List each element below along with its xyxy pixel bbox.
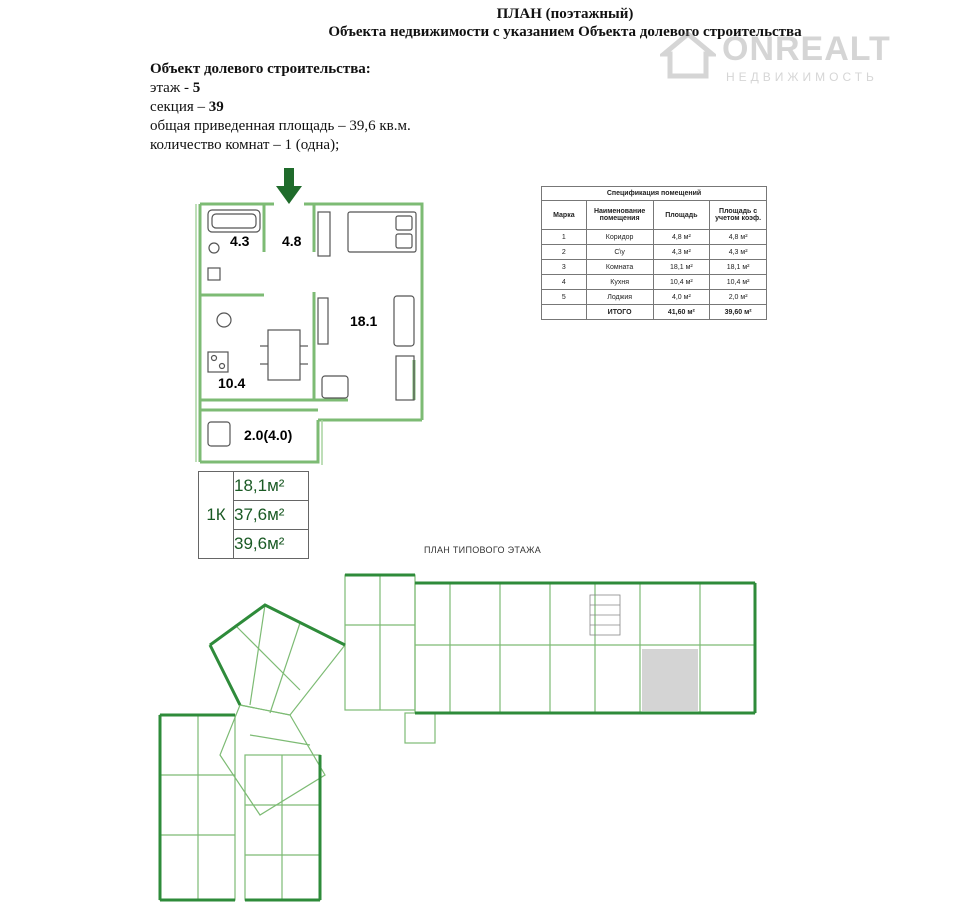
spec-cell: Лоджия [586,290,653,305]
spec-cell: 4 [542,275,587,290]
table-row [542,245,767,260]
spec-cell: Комната [586,260,653,275]
spec-col-header: Наименование помещения [586,201,653,230]
document-title: ПЛАН (поэтажный) [496,6,634,22]
table-total-row [542,305,767,320]
typical-floor-label: ПЛАН ТИПОВОГО ЭТАЖА [424,545,542,555]
spec-cell: 18,1 м² [710,260,767,275]
living-area: 18,1м² [234,476,285,495]
room-label-loggia: 2.0(4.0) [244,427,293,443]
watermark-subtext: НЕДВИЖИМОСТЬ [726,70,878,84]
spec-cell: 18,1 м² [653,260,710,275]
entrance-arrow-icon [276,168,302,204]
spec-cell: 10,4 м² [653,275,710,290]
spec-table [541,186,767,320]
room-label-room: 18.1 [350,313,378,329]
room-label-kitchen: 10.4 [218,375,246,391]
apartment-plan [190,160,440,465]
spec-col-header: Марка [542,201,587,230]
document-subtitle: Объекта недвижимости с указанием Объекта долевого строительства [328,24,802,40]
floor-line: этаж - 5 [150,80,201,96]
highlighted-apartment [642,649,698,711]
area-summary [198,471,309,559]
room-label-bathroom: 4.3 [230,233,250,249]
reduced-area: 39,6м² [234,534,285,553]
spec-cell: 4,8 м² [653,230,710,245]
watermark-logo [656,30,956,90]
section-line: секция – 39 [150,99,224,115]
rooms-line: количество комнат – 1 (одна); [150,137,340,153]
spec-cell: 2 [542,245,587,260]
spec-col-header: Площадь с учетом коэф. [710,201,767,230]
total-area: 37,6м² [234,505,285,524]
watermark-text: ONREALT [722,30,891,68]
table-row [542,230,767,245]
spec-cell: Коридор [586,230,653,245]
table-row [542,260,767,275]
spec-caption: Спецификация помещений [542,187,767,201]
spec-cell: С\у [586,245,653,260]
spec-cell: 4,3 м² [653,245,710,260]
table-row [542,275,767,290]
spec-cell: 4,3 м² [710,245,767,260]
spec-cell: 2,0 м² [710,290,767,305]
spec-cell: ИТОГО [586,305,653,320]
spec-cell: 4,0 м² [653,290,710,305]
spec-col-header: Площадь [653,201,710,230]
apartment-type: 1К [206,505,226,524]
object-heading: Объект долевого строительства: [150,61,371,77]
spec-cell: 41,60 м² [653,305,710,320]
room-label-corridor: 4.8 [282,233,302,249]
spec-cell: 5 [542,290,587,305]
spec-cell: Кухня [586,275,653,290]
area-line: общая приведенная площадь – 39,6 кв.м. [150,118,411,134]
house-icon [660,30,716,80]
spec-cell: 1 [542,230,587,245]
spec-cell [542,305,587,320]
spec-cell: 4,8 м² [710,230,767,245]
spec-cell: 10,4 м² [710,275,767,290]
spec-cell: 3 [542,260,587,275]
table-row [542,290,767,305]
typical-floor-plan [150,565,770,907]
spec-cell: 39,60 м² [710,305,767,320]
